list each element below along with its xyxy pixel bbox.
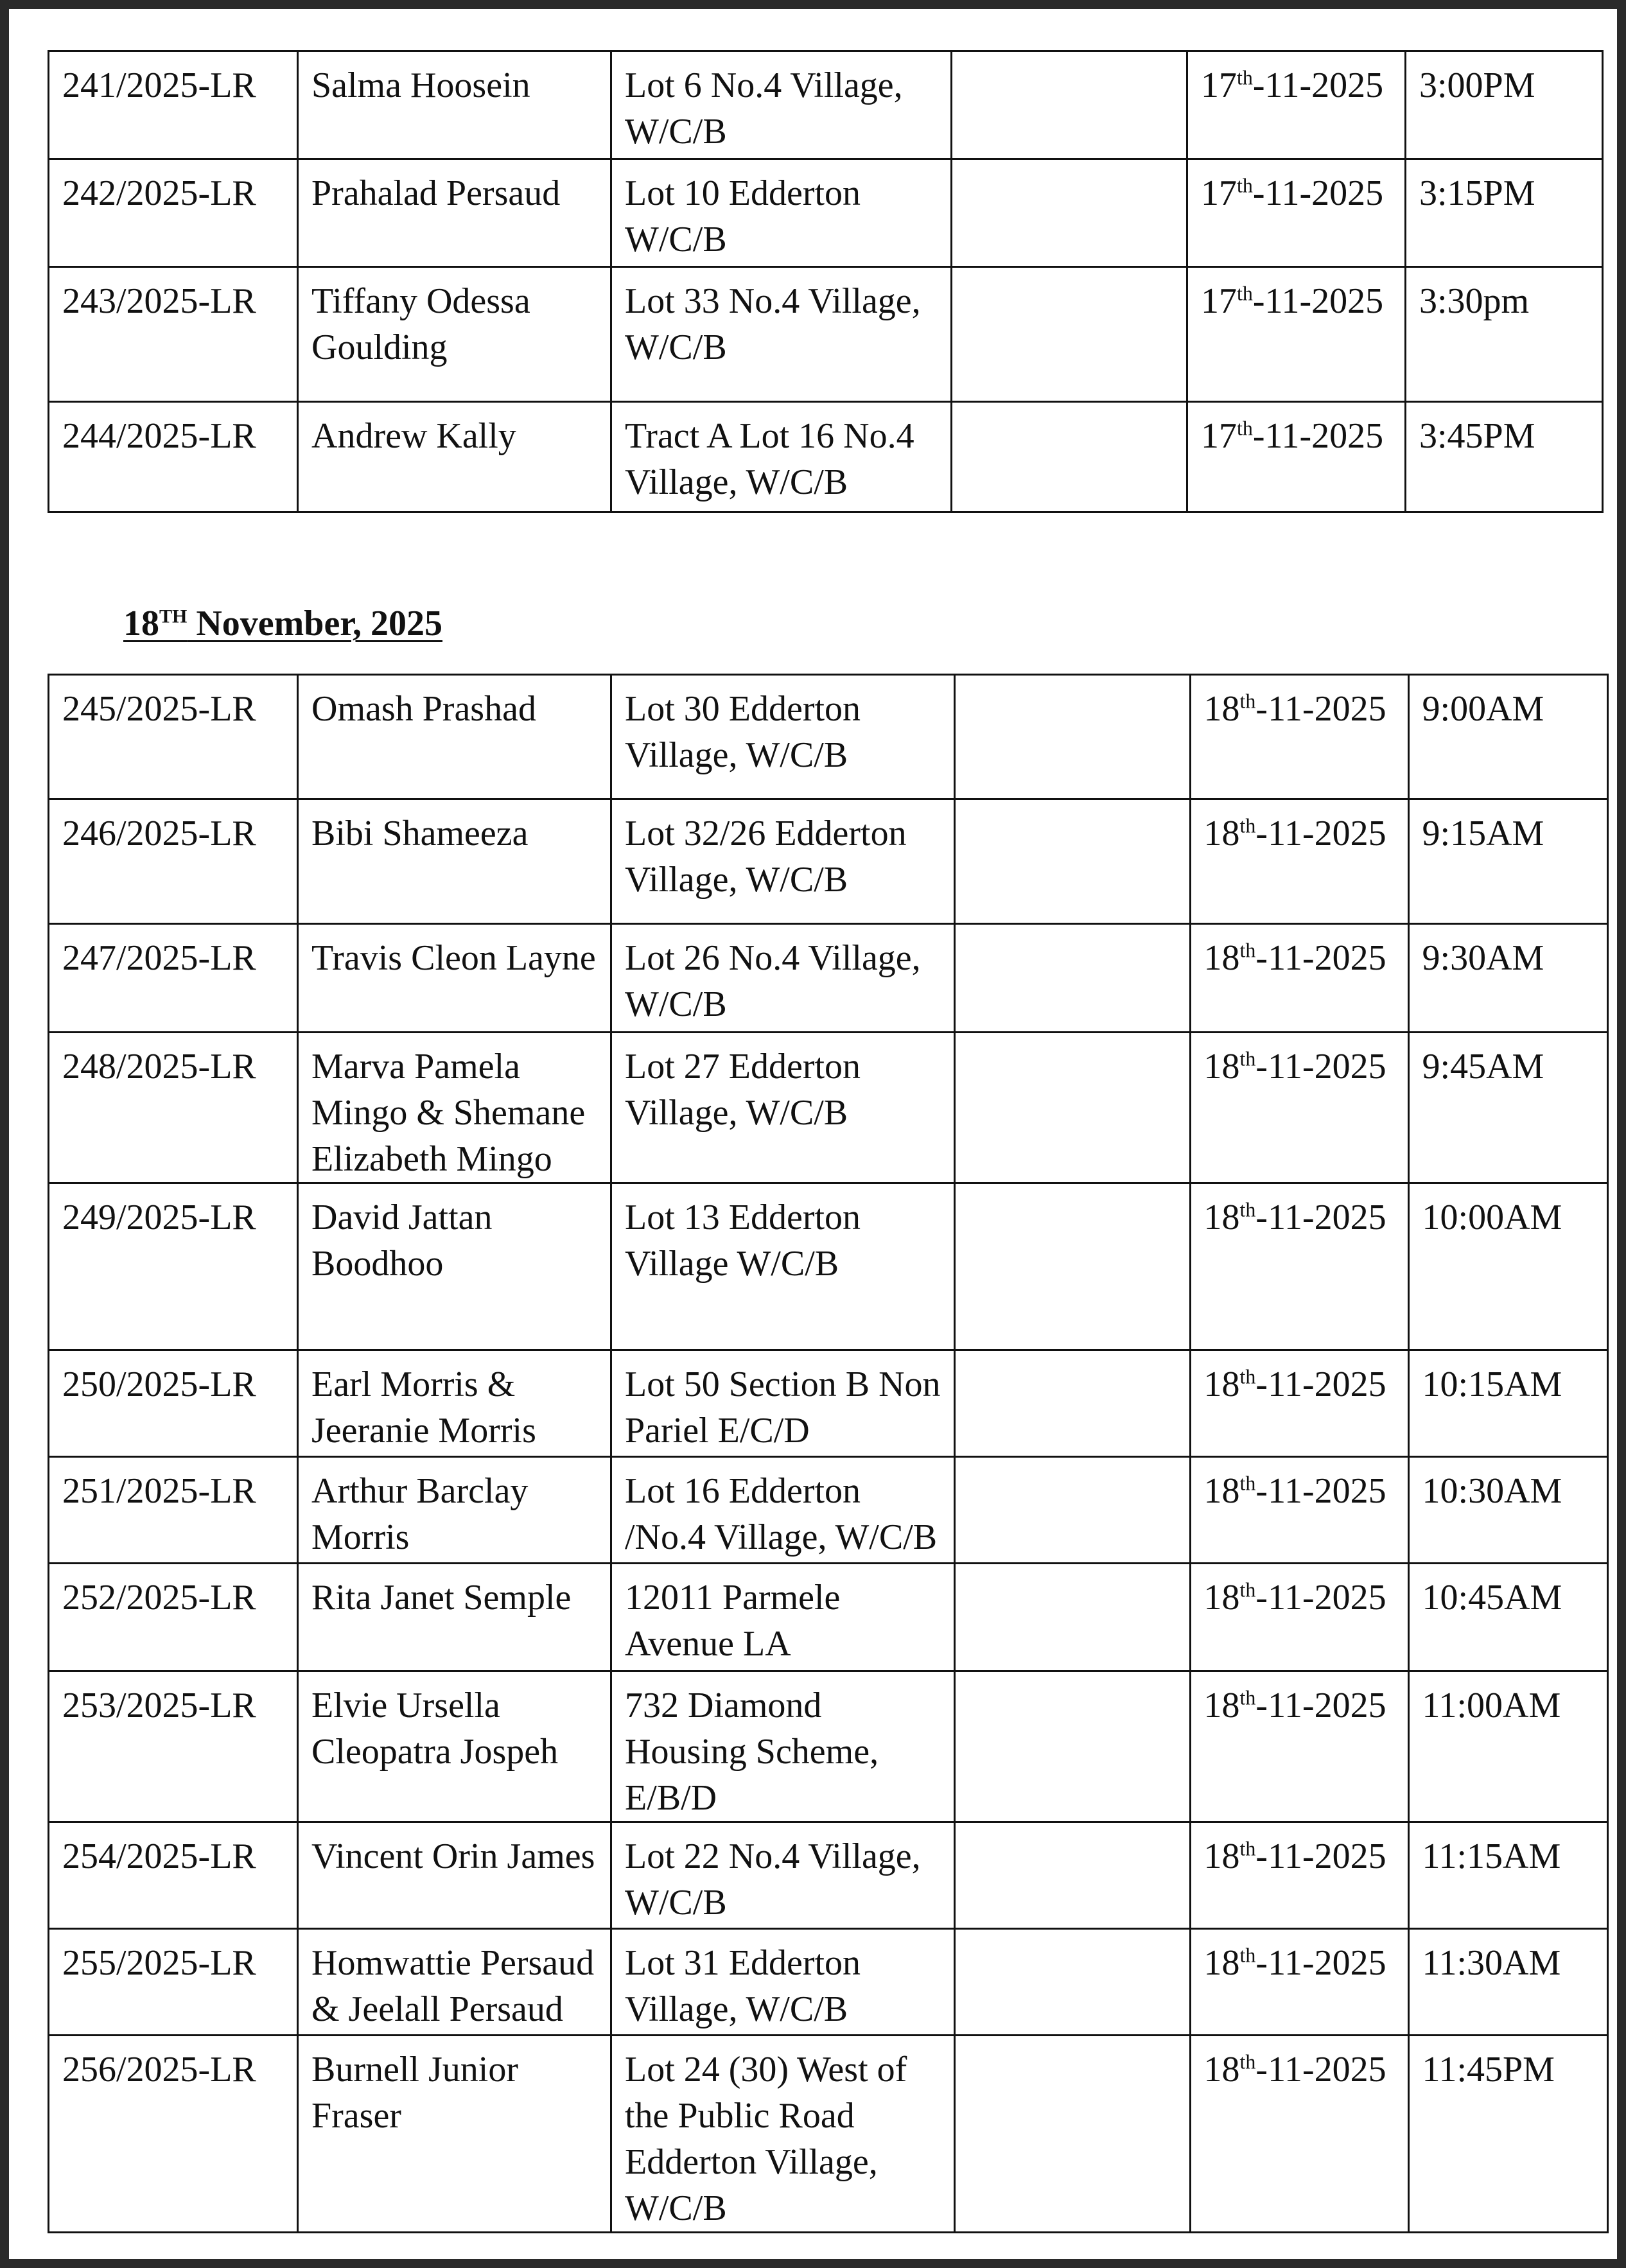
table-row: [49, 2036, 1608, 2233]
hearing-time: 10:15AM: [1422, 1365, 1562, 1404]
case-number-cell: [49, 1033, 298, 1183]
hearing-date-rest: -11-2025: [1252, 65, 1384, 105]
applicant-name-line: Jeeranie Morris: [311, 1411, 536, 1451]
table-row: [49, 1183, 1608, 1350]
property-address-line: Lot 33 No.4 Village,: [625, 281, 921, 321]
case-number-cell: [49, 675, 298, 799]
applicant-name-line: Andrew Kally: [311, 416, 516, 456]
hearing-date-day: 18: [1203, 1943, 1240, 1983]
property-address-line: Lot 10 Edderton: [625, 173, 861, 213]
table-row: [49, 402, 1603, 512]
hearing-date-cell: [1190, 1033, 1408, 1183]
schedule-table-body: [49, 675, 1608, 2233]
hearing-date-suffix: th: [1239, 2050, 1256, 2073]
applicant-name-line: Mingo & Shemane: [311, 1093, 586, 1133]
hearing-time: 3:45PM: [1419, 416, 1535, 456]
blank-cell: [954, 1929, 1190, 2036]
hearing-date-day: 18: [1203, 814, 1240, 853]
hearing-date-day: 18: [1203, 2050, 1240, 2089]
hearing-date-day: 18: [1203, 1198, 1240, 1237]
hearing-time-cell: [1408, 1929, 1607, 2036]
property-address-line: W/C/B: [625, 112, 727, 152]
case-number-cell: [49, 51, 298, 159]
hearing-date-cell: [1190, 1671, 1408, 1822]
blank-cell: [954, 675, 1190, 799]
table-row: [49, 1564, 1608, 1671]
case-number-cell: [49, 799, 298, 924]
case-number: 251/2025-LR: [62, 1471, 256, 1511]
property-address-line: Pariel E/C/D: [625, 1411, 810, 1451]
applicant-name-line: Omash Prashad: [311, 689, 536, 729]
hearing-time-cell: [1406, 402, 1603, 512]
property-address-cell: [611, 267, 952, 402]
applicant-name-cell: [298, 1929, 611, 2036]
case-number-cell: [49, 1457, 298, 1564]
property-address-cell: [611, 799, 955, 924]
case-number-cell: [49, 1822, 298, 1929]
property-address-line: Village, W/C/B: [625, 462, 848, 502]
blank-cell: [952, 159, 1187, 267]
hearing-time: 11:15AM: [1422, 1836, 1561, 1876]
hearing-date-rest: -11-2025: [1252, 416, 1384, 456]
property-address-line: Lot 13 Edderton: [625, 1198, 861, 1237]
table-row: [49, 1822, 1608, 1929]
hearing-date-cell: [1190, 675, 1408, 799]
property-address-line: Village, W/C/B: [625, 1093, 848, 1133]
section-heading-18-november: [123, 603, 442, 644]
hearing-time: 9:45AM: [1422, 1047, 1544, 1086]
hearing-time: 11:30AM: [1422, 1943, 1561, 1983]
schedule-table-body: [49, 51, 1603, 512]
applicant-name-line: Arthur Barclay: [311, 1471, 529, 1511]
hearing-time: 10:00AM: [1422, 1198, 1562, 1237]
hearing-date-rest: -11-2025: [1255, 1047, 1386, 1086]
case-number: 246/2025-LR: [62, 814, 256, 853]
case-number-cell: [49, 1350, 298, 1457]
hearing-time-cell: [1406, 51, 1603, 159]
hearing-date-day: 18: [1203, 1578, 1240, 1618]
blank-cell: [954, 799, 1190, 924]
hearing-date-day: 18: [1203, 1365, 1240, 1404]
property-address-line: Housing Scheme,: [625, 1732, 879, 1772]
property-address-cell: [611, 159, 952, 267]
property-address-line: Lot 27 Edderton: [625, 1047, 861, 1086]
table-row: [49, 51, 1603, 159]
case-number-cell: [49, 402, 298, 512]
applicant-name-line: David Jattan: [311, 1198, 493, 1237]
property-address-line: the Public Road: [625, 2096, 855, 2136]
hearing-date-suffix: th: [1237, 65, 1253, 89]
hearing-date-cell: [1190, 1564, 1408, 1671]
document-page: [9, 9, 1617, 2259]
blank-cell: [954, 924, 1190, 1033]
applicant-name-cell: [298, 675, 611, 799]
property-address-cell: [611, 924, 955, 1033]
applicant-name-line: Marva Pamela: [311, 1047, 520, 1086]
property-address-line: Village, W/C/B: [625, 860, 848, 900]
hearing-date-suffix: th: [1239, 1047, 1256, 1070]
blank-cell: [952, 402, 1187, 512]
hearing-date-cell: [1190, 1929, 1408, 2036]
property-address-line: 732 Diamond: [625, 1686, 822, 1725]
hearing-date-cell: [1190, 2036, 1408, 2233]
hearing-date-suffix: th: [1239, 1836, 1256, 1860]
blank-cell: [954, 2036, 1190, 2233]
property-address-cell: [611, 1350, 955, 1457]
blank-cell: [952, 267, 1187, 402]
property-address-line: W/C/B: [625, 2188, 727, 2228]
table-row: [49, 1671, 1608, 1822]
hearing-time-cell: [1408, 1033, 1607, 1183]
hearing-date-cell: [1190, 1822, 1408, 1929]
case-number-cell: [49, 159, 298, 267]
blank-cell: [954, 1457, 1190, 1564]
applicant-name-line: Tiffany Odessa: [311, 281, 530, 321]
hearing-date-cell: [1190, 1457, 1408, 1564]
property-address-line: Village, W/C/B: [625, 1989, 848, 2029]
case-number: 243/2025-LR: [62, 281, 256, 321]
hearing-date-rest: -11-2025: [1255, 689, 1386, 729]
applicant-name-line: & Jeelall Persaud: [311, 1989, 563, 2029]
applicant-name-cell: [298, 1033, 611, 1183]
hearing-date-day: 18: [1203, 1047, 1240, 1086]
property-address-cell: [611, 675, 955, 799]
case-number-cell: [49, 924, 298, 1033]
hearing-date-suffix: th: [1239, 1365, 1256, 1388]
hearing-date-suffix: th: [1239, 938, 1256, 962]
property-address-line: Lot 6 No.4 Village,: [625, 65, 903, 105]
property-address-cell: [611, 1929, 955, 2036]
applicant-name-line: Rita Janet Semple: [311, 1578, 572, 1618]
applicant-name-line: Salma Hoosein: [311, 65, 530, 105]
applicant-name-line: Prahalad Persaud: [311, 173, 561, 213]
property-address-line: Avenue LA: [625, 1624, 791, 1664]
property-address-line: Lot 32/26 Edderton: [625, 814, 907, 853]
hearing-date-suffix: th: [1239, 1686, 1256, 1709]
property-address-cell: [611, 1564, 955, 1671]
property-address-line: Village, W/C/B: [625, 735, 848, 775]
applicant-name-cell: [298, 799, 611, 924]
hearing-time: 3:00PM: [1419, 65, 1535, 105]
case-number-cell: [49, 267, 298, 402]
hearing-date-cell: [1187, 402, 1406, 512]
property-address-line: Lot 26 No.4 Village,: [625, 938, 921, 978]
hearing-time-cell: [1408, 1350, 1607, 1457]
applicant-name-line: Homwattie Persaud: [311, 1943, 595, 1983]
hearing-date-suffix: th: [1237, 173, 1253, 197]
case-number-cell: [49, 1183, 298, 1350]
hearing-time-cell: [1408, 1671, 1607, 1822]
applicant-name-cell: [298, 2036, 611, 2233]
property-address-cell: [611, 1033, 955, 1183]
property-address-line: Tract A Lot 16 No.4: [625, 416, 914, 456]
case-number-cell: [49, 1929, 298, 2036]
blank-cell: [954, 1033, 1190, 1183]
property-address-cell: [611, 1822, 955, 1929]
hearing-time: 9:15AM: [1422, 814, 1544, 853]
hearing-date-rest: -11-2025: [1255, 1471, 1386, 1511]
hearing-date-rest: -11-2025: [1255, 1836, 1386, 1876]
hearing-time-cell: [1408, 1457, 1607, 1564]
blank-cell: [954, 1183, 1190, 1350]
property-address-line: Lot 31 Edderton: [625, 1943, 861, 1983]
hearing-date-rest: -11-2025: [1252, 173, 1384, 213]
blank-cell: [952, 51, 1187, 159]
case-number: 247/2025-LR: [62, 938, 256, 978]
hearing-date-day: 18: [1203, 1471, 1240, 1511]
applicant-name-cell: [298, 402, 611, 512]
case-number: 254/2025-LR: [62, 1836, 256, 1876]
table-row: [49, 159, 1603, 267]
hearing-date-rest: -11-2025: [1255, 1578, 1386, 1618]
property-address-cell: [611, 51, 952, 159]
heading-month-year: November, 2025: [187, 604, 443, 643]
property-address-line: Edderton Village,: [625, 2142, 878, 2182]
hearing-date-suffix: th: [1239, 689, 1256, 713]
hearing-date-day: 17: [1201, 173, 1237, 213]
hearing-time: 10:30AM: [1422, 1471, 1562, 1511]
property-address-cell: [611, 1457, 955, 1564]
applicant-name-line: Elizabeth Mingo: [311, 1139, 552, 1179]
hearing-date-rest: -11-2025: [1255, 1198, 1386, 1237]
hearing-date-rest: -11-2025: [1255, 938, 1386, 978]
applicant-name-cell: [298, 1183, 611, 1350]
hearing-date-cell: [1187, 267, 1406, 402]
applicant-name-line: Elvie Ursella: [311, 1686, 500, 1725]
case-number-cell: [49, 2036, 298, 2233]
property-address-cell: [611, 2036, 955, 2233]
hearing-date-suffix: th: [1237, 416, 1253, 440]
heading-day: 18: [123, 604, 159, 643]
hearing-time-cell: [1408, 799, 1607, 924]
blank-cell: [954, 1671, 1190, 1822]
hearing-date-day: 18: [1203, 689, 1240, 729]
case-number: 244/2025-LR: [62, 416, 256, 456]
table-row: [49, 1350, 1608, 1457]
property-address-line: W/C/B: [625, 984, 727, 1024]
applicant-name-line: Travis Cleon Layne: [311, 938, 596, 978]
applicant-name-line: Burnell Junior: [311, 2050, 518, 2089]
hearing-date-cell: [1190, 1183, 1408, 1350]
property-address-line: Village W/C/B: [625, 1244, 839, 1284]
applicant-name-line: Morris: [311, 1517, 410, 1557]
case-number: 245/2025-LR: [62, 689, 256, 729]
applicant-name-cell: [298, 1564, 611, 1671]
hearing-date-day: 17: [1201, 65, 1237, 105]
hearing-time: 9:00AM: [1422, 689, 1544, 729]
hearing-date-suffix: th: [1239, 814, 1256, 837]
applicant-name-line: Fraser: [311, 2096, 401, 2136]
hearing-date-rest: -11-2025: [1255, 1686, 1386, 1725]
hearing-time-cell: [1408, 1183, 1607, 1350]
applicant-name-cell: [298, 159, 611, 267]
applicant-name-line: Vincent Orin James: [311, 1836, 595, 1876]
hearing-date-day: 17: [1201, 416, 1237, 456]
hearing-time-cell: [1406, 267, 1603, 402]
hearing-time: 10:45AM: [1422, 1578, 1562, 1618]
property-address-line: Lot 16 Edderton: [625, 1471, 861, 1511]
applicant-name-cell: [298, 1350, 611, 1457]
property-address-line: Lot 22 No.4 Village,: [625, 1836, 921, 1876]
hearing-date-day: 17: [1201, 281, 1237, 321]
blank-cell: [954, 1822, 1190, 1929]
property-address-cell: [611, 1183, 955, 1350]
hearing-date-suffix: th: [1239, 1578, 1256, 1601]
property-address-line: 12011 Parmele: [625, 1578, 841, 1618]
property-address-cell: [611, 402, 952, 512]
hearing-time-cell: [1408, 2036, 1607, 2233]
table-row: [49, 1929, 1608, 2036]
table-row: [49, 799, 1608, 924]
property-address-line: W/C/B: [625, 1883, 727, 1923]
hearing-time-cell: [1408, 924, 1607, 1033]
hearing-date-day: 18: [1203, 938, 1240, 978]
blank-cell: [954, 1564, 1190, 1671]
case-number: 242/2025-LR: [62, 173, 256, 213]
hearing-date-cell: [1190, 799, 1408, 924]
case-number: 253/2025-LR: [62, 1686, 256, 1725]
applicant-name-line: Earl Morris &: [311, 1365, 516, 1404]
hearing-time: 11:00AM: [1422, 1686, 1561, 1725]
property-address-line: Lot 50 Section B Non: [625, 1365, 941, 1404]
hearing-date-suffix: th: [1239, 1471, 1256, 1495]
hearing-date-suffix: th: [1239, 1943, 1256, 1967]
hearing-time: 3:15PM: [1419, 173, 1535, 213]
case-number: 250/2025-LR: [62, 1365, 256, 1404]
applicant-name-line: Cleopatra Jospeh: [311, 1732, 559, 1772]
table-row: [49, 1457, 1608, 1564]
case-number: 256/2025-LR: [62, 2050, 256, 2089]
applicant-name-cell: [298, 924, 611, 1033]
case-number: 248/2025-LR: [62, 1047, 256, 1086]
hearing-date-rest: -11-2025: [1252, 281, 1384, 321]
table-row: [49, 924, 1608, 1033]
hearing-time: 3:30pm: [1419, 281, 1530, 321]
heading-day-suffix: TH: [159, 606, 188, 627]
property-address-line: W/C/B: [625, 220, 727, 259]
property-address-line: W/C/B: [625, 327, 727, 367]
hearing-date-suffix: th: [1239, 1198, 1256, 1221]
hearing-date-day: 18: [1203, 1686, 1240, 1725]
hearing-date-cell: [1187, 159, 1406, 267]
applicant-name-cell: [298, 51, 611, 159]
hearing-time: 9:30AM: [1422, 938, 1544, 978]
table-row: [49, 1033, 1608, 1183]
applicant-name-line: Boodhoo: [311, 1244, 444, 1284]
table-row: [49, 675, 1608, 799]
hearing-date-cell: [1190, 924, 1408, 1033]
property-address-line: Lot 24 (30) West of: [625, 2050, 907, 2089]
hearing-date-rest: -11-2025: [1255, 814, 1386, 853]
table-row: [49, 267, 1603, 402]
applicant-name-cell: [298, 1822, 611, 1929]
applicant-name-line: Bibi Shameeza: [311, 814, 529, 853]
case-number: 249/2025-LR: [62, 1198, 256, 1237]
hearing-time: 11:45PM: [1422, 2050, 1555, 2089]
hearing-date-day: 18: [1203, 1836, 1240, 1876]
hearing-time-cell: [1408, 675, 1607, 799]
hearing-date-cell: [1190, 1350, 1408, 1457]
applicant-name-line: Goulding: [311, 327, 448, 367]
property-address-line: Lot 30 Edderton: [625, 689, 861, 729]
hearing-date-cell: [1187, 51, 1406, 159]
property-address-line: /No.4 Village, W/C/B: [625, 1517, 938, 1557]
case-number: 252/2025-LR: [62, 1578, 256, 1618]
applicant-name-cell: [298, 1457, 611, 1564]
case-number: 255/2025-LR: [62, 1943, 256, 1983]
hearing-date-rest: -11-2025: [1255, 2050, 1386, 2089]
applicant-name-cell: [298, 267, 611, 402]
hearing-time-cell: [1408, 1822, 1607, 1929]
applicant-name-cell: [298, 1671, 611, 1822]
case-number: 241/2025-LR: [62, 65, 256, 105]
hearing-time-cell: [1406, 159, 1603, 267]
hearing-date-suffix: th: [1237, 281, 1253, 305]
hearing-date-rest: -11-2025: [1255, 1943, 1386, 1983]
case-number-cell: [49, 1564, 298, 1671]
schedule-table-18-november: [48, 674, 1609, 2233]
schedule-table-17-november: [48, 50, 1604, 513]
property-address-cell: [611, 1671, 955, 1822]
property-address-line: E/B/D: [625, 1778, 717, 1818]
blank-cell: [954, 1350, 1190, 1457]
hearing-date-rest: -11-2025: [1255, 1365, 1386, 1404]
case-number-cell: [49, 1671, 298, 1822]
hearing-time-cell: [1408, 1564, 1607, 1671]
